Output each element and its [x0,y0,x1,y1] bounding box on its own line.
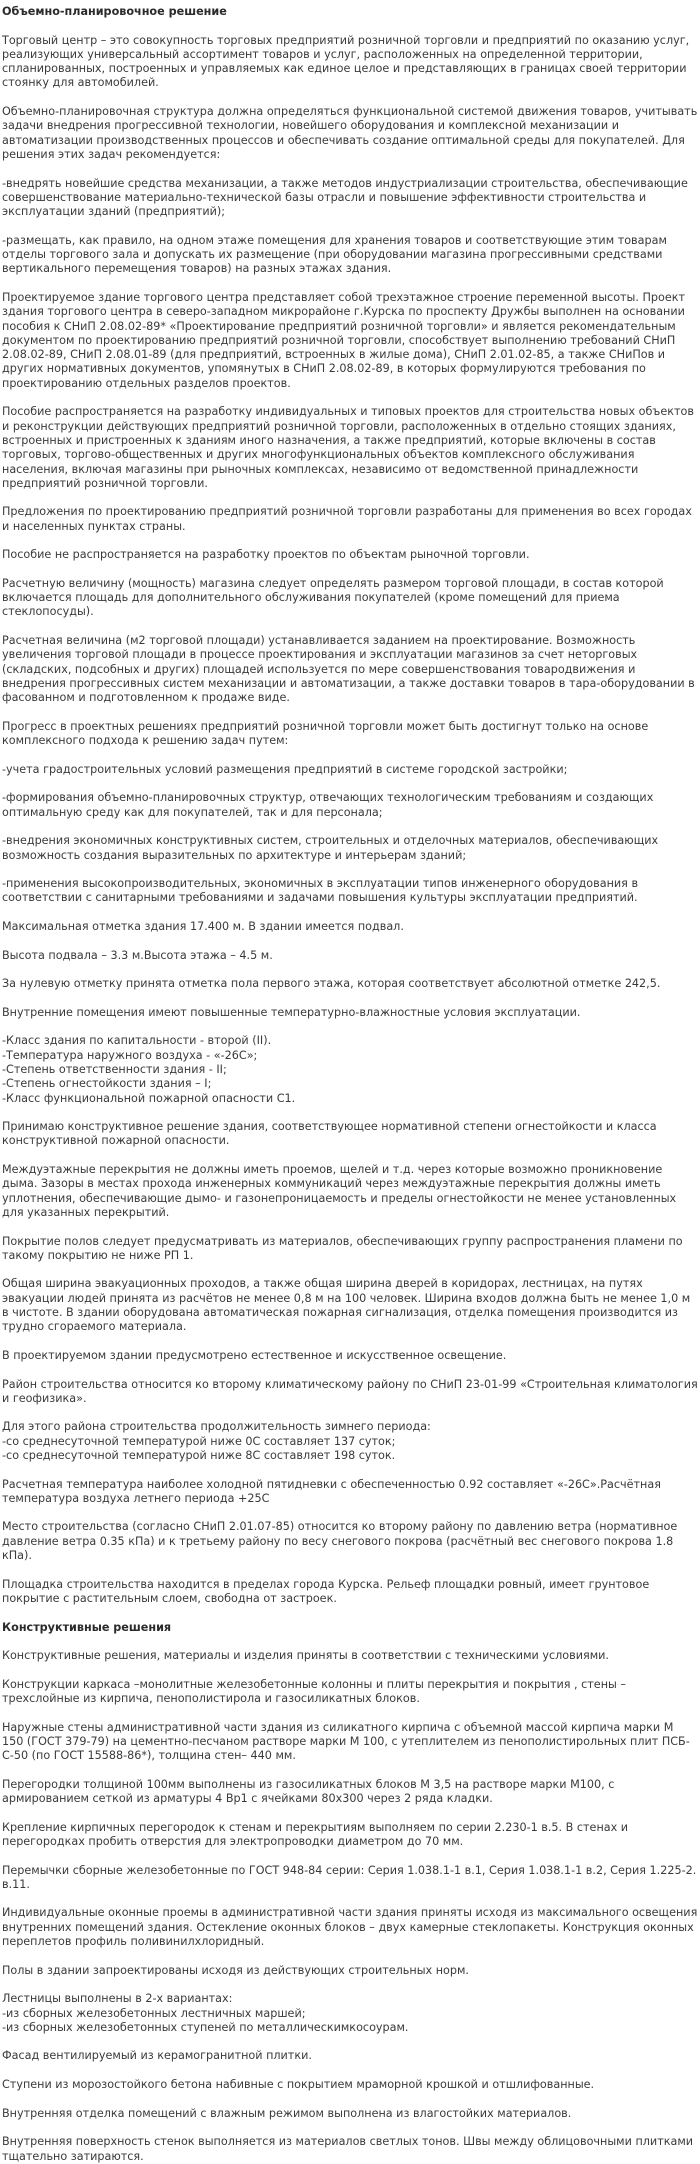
paragraph-line: Район строительства относится ко второму климатическому району по СНиП 23-01-99 «Строительная климатология и геофизика». [2,1377,698,1405]
paragraph-line: Перемычки сборные железобетонные по ГОСТ 948-84 серии: Серия 1.038.1-1 в.1, Серия 1.038.1-1 в.2, Серия 1.225-2. в.11. [2,1863,697,1891]
paragraph-line: -применения высокопроизводительных, экономичных в эксплуатации типов инженерного оборудования в соответствии с санитарными требованиями и задачами повышения культуры эксплуатации предприятий. [2,877,639,905]
paragraph-line: -учета градостроительных условий размещения предприятий в системе городской застройки; [2,762,568,776]
paragraph-line: Предложения по проектированию предприятий розничной торговли разработаны для применения во всех городах и населенных пунктах страны. [2,505,692,533]
paragraph [2,763,698,777]
paragraph-line: Расчетная температура наиболее холодной пятидневки с обеспеченностью 0.92 составляет «-26С».Расчётная температура воздуха летнего периода +25С [2,1477,661,1505]
paragraph [2,1277,698,1334]
paragraph-line: Фасад вентилируемый из керамогранитной плитки. [2,2049,312,2063]
paragraph-line: Индивидуальные оконные проемы в административной части здания приняты исходя из максимального освещения внутренних помещений здания. Остекление оконных блоков – двух камерные стеклопакеты. Конструкция оконных переплетов профиль поливинилхлоридный. [2,1906,698,1949]
paragraph [2,720,698,749]
paragraph [2,234,698,277]
paragraph [2,834,698,863]
paragraph [2,1578,698,1607]
paragraph-line: -со среднесуточной температурой ниже 8С составляет 198 суток. [2,1448,396,1462]
paragraph [2,877,698,906]
paragraph-line: Расчетную величину (мощность) магазина следует определять размером торговой площади, в состав которой включается площадь для дополнительного обслуживания покупателей (кроме помещений для приема стеклопосуды). [2,576,664,619]
paragraph [2,105,698,162]
paragraph [2,177,698,220]
paragraph [2,505,698,534]
paragraph [2,1520,698,1563]
paragraph [2,2107,698,2121]
paragraph-line: -Температура наружного воздуха - «-26С»; [2,1048,258,1062]
paragraph [2,1906,698,1949]
paragraph [2,1235,698,1264]
paragraph [2,1378,698,1407]
paragraph [2,920,698,934]
paragraph-line: Высота подвала – 3.3 м.Высота этажа – 4.5 м. [2,948,273,962]
paragraph [2,1964,698,1978]
paragraph [2,1778,698,1807]
paragraph-line: Площадка строительства находится в пределах города Курска. Рельеф площадки ровный, имеет грунтовое покрытие с растительным слоем, свободна от застроек. [2,1577,650,1605]
paragraph [2,1349,698,1363]
paragraph-line: -Класс функциональной пожарной опасности С1. [2,1091,296,1105]
paragraph-line: -Степень ответственности здания - II; [2,1062,227,1076]
paragraph-line: Междуэтажные перекрытия не должны иметь проемов, щелей и т.д. через которые возможно проникновение дыма. Зазоры в местах прохода инженерных коммуникаций через междуэтажные перекрытия должны иметь уплотнения, обеспечивающие дымо- и газонепроницаемость и пределы огнестойкости не менее установленных для указанных перекрытий. [2,1163,677,1219]
paragraph-line: Внутренние помещения имеют повышенные температурно-влажностные условия эксплуатации. [2,1005,581,1019]
paragraph [2,2078,698,2092]
paragraph-line: -из сборных железобетонных ступеней по металлическимкосоурам. [2,2020,409,2034]
paragraph-line: -из сборных железобетонных лестничных маршей; [2,2006,306,2020]
paragraph [2,1478,698,1507]
paragraph [2,791,698,820]
paragraph [2,548,698,562]
paragraph-line: -Класс здания по капитальности - второй (II). [2,1034,272,1048]
paragraph-line: Наружные стены административной части здания из силикатного кирпича с объемной массой кирпича марки М 150 (ГОСТ 379-79) на цементно-песчаном растворе марки М 100, с утеплителем из пенополистирольных плит ПСБ-С-50 (по ГОСТ 15588-86*), толщина стен– 440 мм. [2,1720,690,1763]
paragraph-line: Проектируемое здание торгового центра представляет собой трехэтажное строение переменной высоты. Проект здания торгового центра в северо-западном микрорайоне г.Курска по проспекту Дружбы выполнен на основании пособия к СНиП 2.08.02-89* «Проектирование предприятий розничной торговли» и является рекомендательным документом по проектированию предприятий розничной торговли, способствует выполнению требований СНиП 2.08.02-89, СНиП 2.08.01-89 (для предприятий, встроенных в жилые дома), СНиП 2.01.02-85, а также СНиПов и других нормативных документов, упомянутых в СНиП 2.08.02-89, в которых формулируются требования по проектированию отдельных разделов проектов. [2,290,686,390]
paragraph-line: Ступени из морозостойкого бетона набивные с покрытием мраморной крошкой и отшлифованные. [2,2078,595,2092]
paragraph [2,977,698,991]
paragraph-line: Объемно-планировочная структура должна определяться функциональной системой движения товаров, учитывать задачи внедрения прогрессивной технологии, новейшего оборудования и комплексной механизации и автоматизации производственных процессов и обеспечивать создание оптимальной среды для покупателей. Для решения этих задач рекомендуется: [2,105,698,161]
paragraph [2,1821,698,1850]
paragraph-line: Торговый центр – это совокупность торговых предприятий розничной торговли и предприятий по оказанию услуг, реализующих универсальный ассортимент товаров и услуг, расположенных на определенной территории, спланированных, построенных и управляемых как единое целое и представляющих в границах своей территории стоянку для автомобилей. [2,33,690,90]
paragraph [2,1678,698,1707]
paragraph-line: Полы в здании запроектированы исходя из действующих строительных норм. [2,1963,469,1977]
paragraph-line: Место строительства (согласно СНиП 2.01.07-85) относится ко второму району по давлению ветра (нормативное давление ветра 0.35 кПа) и к третьему району по весу снегового покрова (расчётный вес снегового покрова 1.8 кПа). [2,1520,678,1563]
paragraph-line: Общая ширина эвакуационных проходов, а также общая ширина дверей в коридорах, лестницах, на путях эвакуации людей принята из расчётов не менее 0,8 м на 100 человек. Ширина входов должна быть не менее 1,0 м в чистоте. В здании оборудована автоматическая пожарная сигнализация, отделка помещения производится из трудно сгораемого материала. [2,1277,691,1334]
paragraph [2,291,698,391]
paragraph-line: -внедрения экономичных конструктивных систем, строительных и отделочных материалов, обеспечивающих возможность создания выразительных по архитектуре и интерьерам зданий; [2,834,659,862]
paragraph [2,1864,698,1893]
paragraph-line: Крепление кирпичных перегородок к стенам и перекрытиям выполняем по серии 2.230-1 в.5. В стенах и перегородках пробить отверстия для электропроводки диаметром до 70 мм. [2,1820,629,1848]
paragraph [2,1034,698,1105]
paragraph-line: -внедрять новейшие средства механизации, а также методов индустриализации строительства, обеспечивающие совершенствование материально-технической базы отрасли и повышение эффективности строительства и эксплуатации зданий (предприятий); [2,176,688,219]
paragraph-line: За нулевую отметку принята отметка пола первого этажа, которая соответствует абсолютной отметке 242,5. [2,977,661,991]
paragraph-line: Прогресс в проектных решениях предприятий розничной торговли может быть достигнут только на основе комплексного подхода к решению задач путем: [2,719,649,748]
paragraph [2,2049,698,2063]
paragraph [2,949,698,963]
paragraph [2,1120,698,1149]
paragraph [2,34,698,91]
section-heading: Конструктивные решения [2,1620,172,1634]
paragraph-line: Пособие не распространяется на разработку проектов по объектам рыночной торговли. [2,548,530,562]
paragraph-line: -формирования объемно-планировочных структур, отвечающих технологическим требованиям и создающих оптимальную среду как для покупателей, так и для персонала; [2,791,654,819]
paragraph [2,1992,698,2035]
paragraph-line: -размещать, как правило, на одном этаже помещения для хранения товаров и соответствующие этим товарам отделы торгового зала и допускать их размещение (при оборудовании магазина прогрессивными средствами вертикального перемещения товаров) на разных этажах здания. [2,233,667,276]
paragraph-line: -со среднесуточной температурой ниже 0С составляет 137 суток; [2,1434,396,1448]
paragraph [2,1006,698,1020]
section-heading: Объемно-планировочное решение [2,5,227,18]
paragraph [2,1649,698,1663]
paragraph-line: Максимальная отметка здания 17.400 м. В здании имеется подвал. [2,920,404,933]
paragraph-line: Для этого района строительства продолжительность зимнего периода: [2,1420,431,1434]
paragraph-line: Расчетная величина (м2 торговой площади) устанавливается заданием на проектирование. Возможность увеличения торговой площади в процессе проектирования и эксплуатации магазинов за счет неторговых (складских, подсобных и других) площадей используется по мере совершенствования товародвижения и внедрения прогрессивных систем механизации и автоматизации, а также доставки товаров в тара-оборудовании в фасованном и подготовленном к продаже виде. [2,634,695,705]
paragraph [2,2135,698,2164]
paragraph [2,634,698,705]
paragraph-line: -Степень огнестойкости здания – I; [2,1077,212,1091]
paragraph-line: В проектируемом здании предусмотрено естественное и искусственное освещение. [2,1348,507,1362]
paragraph-line: Внутренняя поверхность стенок выполняется из материалов светлых тонов. Швы между облицовочными плитками тщательно затираются. [2,2135,694,2163]
paragraph-line: Лестницы выполнены в 2-х вариантах: [2,1992,233,2006]
paragraph-line: Конструктивные решения, материалы и изделия приняты в соответствии с техническими условиями. [2,1649,609,1663]
paragraph-line: Пособие распространяется на разработку индивидуальных и типовых проектов для строительства новых объектов и реконструкции действующих предприятий розничной торговли, расположенных в отдельно стоящих зданиях, встроенных и пристроенных к зданиям иного назначения, а также предприятий, которые включены в состав торговых, торгово-общественных и других многофункциональных объектов комплексного обслуживания населения, включая магазины при рыночных комплексах, независимо от ведомственной принадлежности предприятий розничной торговли. [2,405,694,490]
paragraph [2,1163,698,1220]
paragraph-line: Перегородки толщиной 100мм выполнены из газосиликатных блоков М 3,5 на растворе марки М100, с армированием сеткой из арматуры 4 Вр1 с ячейками 80х300 через 2 ряда кладки. [2,1777,615,1806]
paragraph-line: Конструкции каркаса –монолитные железобетонные колонны и плиты перекрытия и покрытия , стены – трехслойные из кирпича, пенополистирола и газосиликатных блоков. [2,1677,626,1706]
paragraph [2,405,698,491]
paragraph [2,1420,698,1463]
paragraph-line: Покрытие полов следует предусматривать из материалов, обеспечивающих группу распространения пламени по такому покрытию не ниже РП 1. [2,1234,683,1262]
paragraph [2,1721,698,1764]
paragraph-line: Принимаю конструктивное решение здания, соответствующее нормативной степени огнестойкости и класса конструктивной пожарной опасности. [2,1120,657,1148]
paragraph [2,577,698,620]
paragraph-line: Внутренняя отделка помещений с влажным режимом выполнена из влагостойких материалов. [2,2106,572,2120]
